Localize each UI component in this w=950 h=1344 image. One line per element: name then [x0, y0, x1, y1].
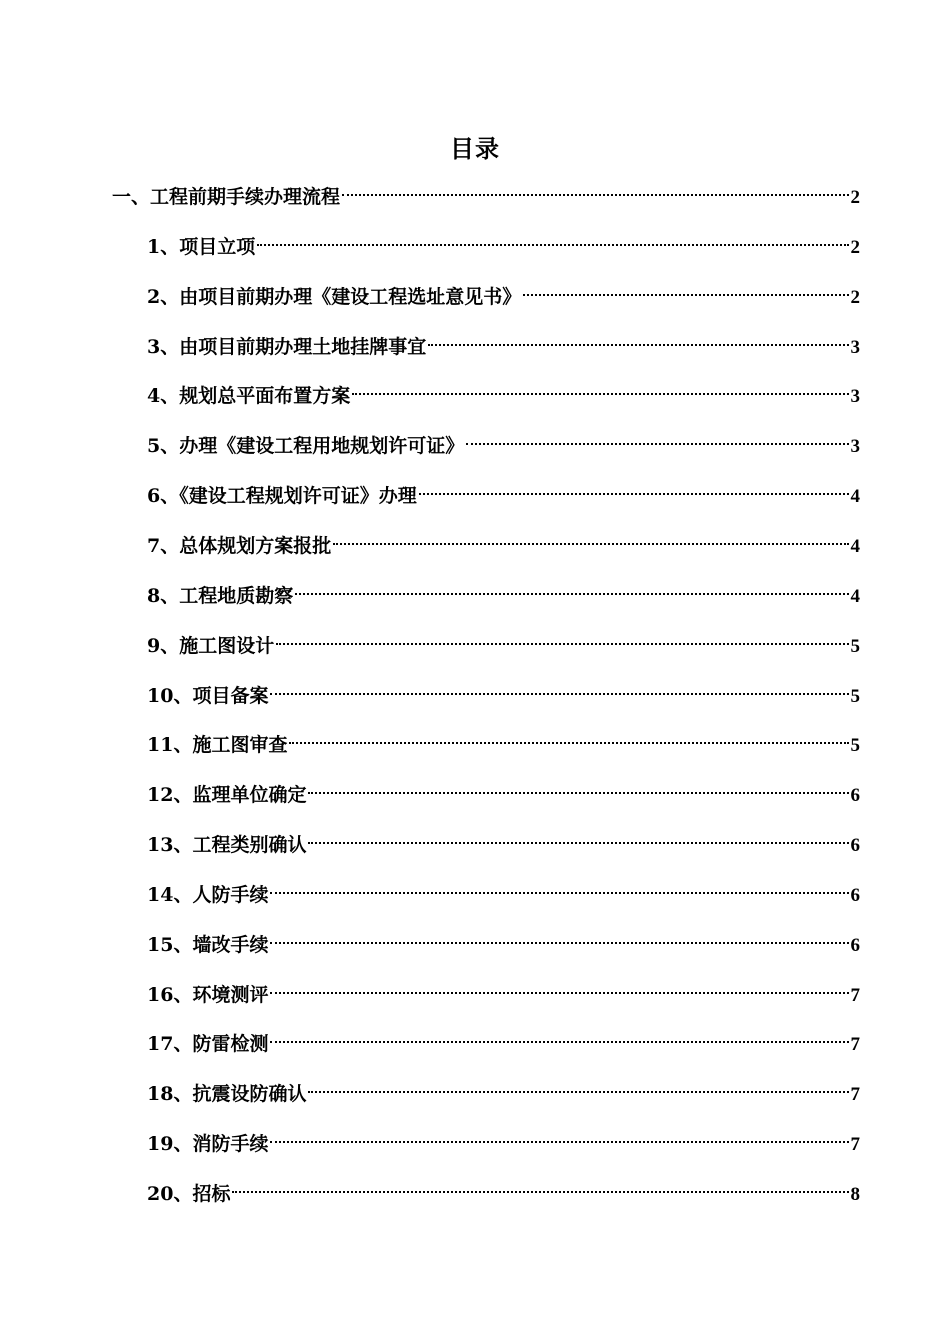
toc-entry-label: 1、项目立项 [147, 236, 256, 258]
toc-entry-label: 16、环境测评 [147, 984, 269, 1006]
toc-entry[interactable] [147, 1027, 860, 1061]
toc-page-number: 4 [850, 536, 860, 557]
toc-page-number: 5 [850, 735, 860, 756]
toc-entry[interactable] [147, 1077, 860, 1111]
toc-entry[interactable] [147, 778, 860, 812]
toc-page-number: 2 [850, 287, 860, 308]
toc-entry[interactable] [147, 379, 860, 413]
toc-page-number: 6 [850, 785, 860, 806]
toc-entry[interactable] [147, 978, 860, 1012]
toc-entry[interactable] [147, 429, 860, 463]
toc-entry-label: 13、工程类别确认 [147, 834, 307, 856]
toc-entry[interactable] [112, 180, 860, 214]
toc-page-number: 6 [850, 885, 860, 906]
toc-entry-label: 5、办理《建设工程用地规划许可证》 [147, 435, 465, 457]
toc-entry-label: 一、工程前期手续办理流程 [112, 186, 341, 208]
toc-page-number: 3 [850, 436, 860, 457]
toc-entry-label: 7、总体规划方案报批 [147, 535, 332, 557]
dot-leader [270, 992, 848, 994]
toc-entry[interactable] [147, 878, 860, 912]
dot-leader [276, 643, 848, 645]
toc-page-number: 7 [850, 1134, 860, 1155]
toc-entry[interactable] [147, 529, 860, 563]
dot-leader [342, 194, 848, 196]
dot-leader [270, 1041, 848, 1043]
toc-entry-label: 15、墙改手续 [147, 934, 269, 956]
dot-leader [232, 1191, 848, 1193]
toc-entry-label: 20、招标 [147, 1183, 231, 1205]
toc-page-number: 5 [850, 636, 860, 657]
toc-entry[interactable] [147, 579, 860, 613]
dot-leader [270, 1141, 848, 1143]
toc-page-number: 4 [850, 486, 860, 507]
toc-entry[interactable] [147, 728, 860, 762]
toc-entry[interactable] [147, 629, 860, 663]
toc-entry-label: 6、《建设工程规划许可证》办理 [147, 485, 417, 507]
toc-entry-label: 3、由项目前期办理土地挂牌事宜 [147, 336, 427, 358]
dot-leader [419, 493, 849, 495]
toc-entry[interactable] [147, 1127, 860, 1161]
toc-entry-label: 18、抗震设防确认 [147, 1083, 307, 1105]
dot-leader [308, 842, 848, 844]
toc-page-number: 2 [850, 187, 860, 208]
toc-entry-label: 8、工程地质勘察 [147, 585, 294, 607]
dot-leader [466, 443, 848, 445]
toc-page-number: 7 [850, 1034, 860, 1055]
toc-page-number: 8 [850, 1184, 860, 1205]
dot-leader [257, 244, 848, 246]
toc-entry-label: 11、施工图审查 [147, 734, 288, 756]
toc-entry-label: 9、施工图设计 [147, 635, 275, 657]
dot-leader [270, 693, 848, 695]
dot-leader [270, 942, 848, 944]
toc-page-number: 6 [850, 835, 860, 856]
toc-page-number: 3 [850, 386, 860, 407]
dot-leader [428, 344, 848, 346]
toc-page-number: 3 [850, 337, 860, 358]
toc-title: 目录 [450, 134, 500, 163]
toc-entry[interactable] [147, 330, 860, 364]
dot-leader [295, 593, 848, 595]
toc-entry[interactable] [147, 280, 860, 314]
toc-page-number: 4 [850, 586, 860, 607]
toc-page-number: 5 [850, 686, 860, 707]
toc-entry-label: 19、消防手续 [147, 1133, 269, 1155]
toc-entry-label: 4、规划总平面布置方案 [147, 385, 351, 407]
dot-leader [308, 792, 848, 794]
toc-entry[interactable] [147, 479, 860, 513]
dot-leader [523, 294, 848, 296]
toc-entry-label: 12、监理单位确定 [147, 784, 307, 806]
dot-leader [333, 543, 848, 545]
dot-leader [308, 1091, 848, 1093]
toc-entry[interactable] [147, 1177, 860, 1211]
toc-page-number: 7 [850, 1084, 860, 1105]
toc-entry-label: 17、防雷检测 [147, 1033, 269, 1055]
toc-entry[interactable] [147, 230, 860, 264]
toc-entry-label: 14、人防手续 [147, 884, 269, 906]
toc-page-number: 6 [850, 935, 860, 956]
dot-leader [270, 892, 848, 894]
toc-page-number: 2 [850, 237, 860, 258]
toc-entry[interactable] [147, 928, 860, 962]
dot-leader [352, 393, 848, 395]
toc-entry[interactable] [147, 828, 860, 862]
dot-leader [289, 742, 848, 744]
toc-entry-label: 2、由项目前期办理《建设工程选址意见书》 [147, 286, 522, 308]
toc-entry-label: 10、项目备案 [147, 685, 269, 707]
toc-page-number: 7 [850, 985, 860, 1006]
toc-entry[interactable] [147, 679, 860, 713]
